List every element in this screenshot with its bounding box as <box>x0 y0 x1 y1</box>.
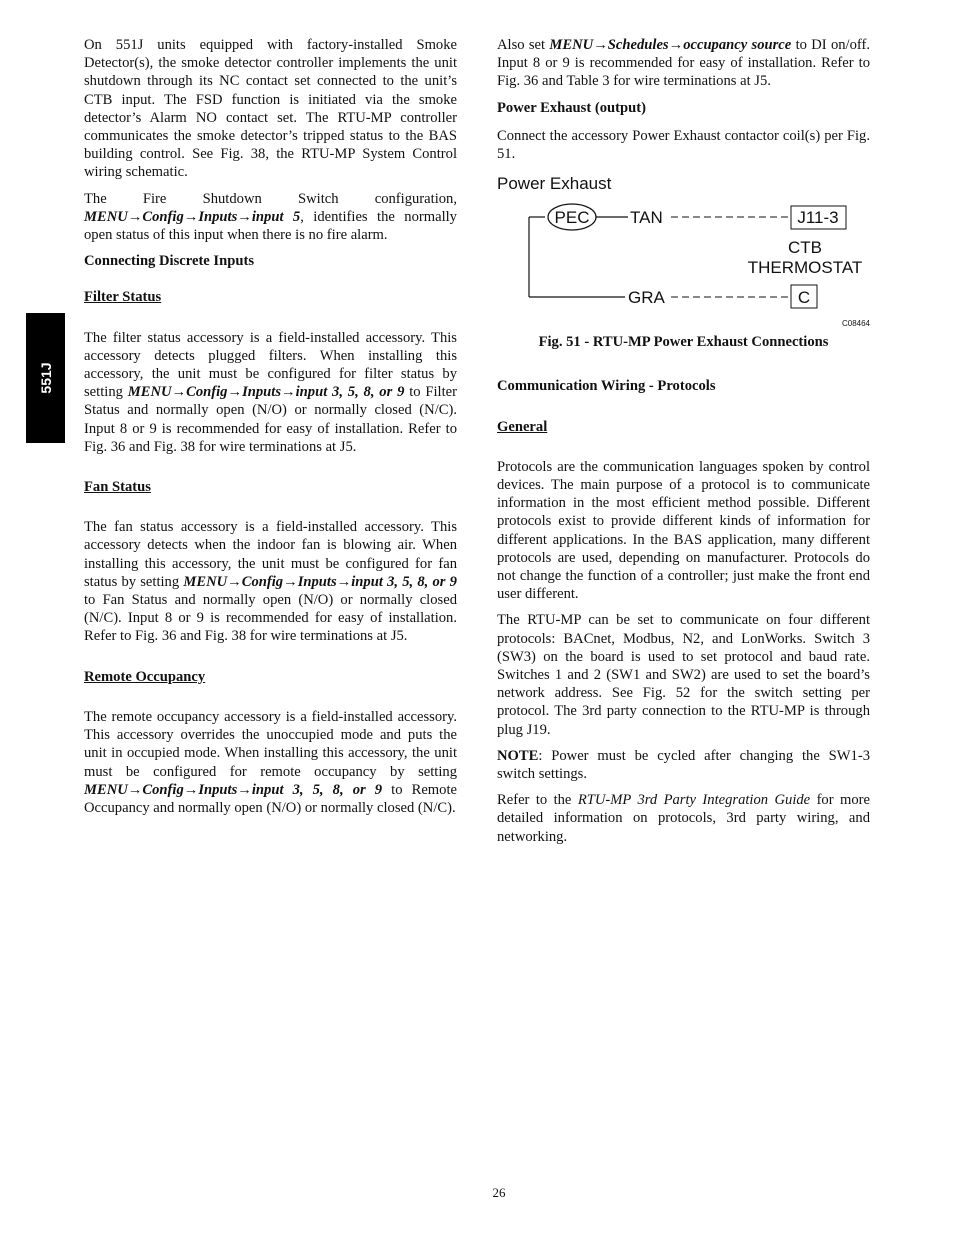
refer-paragraph: Refer to the RTU-MP 3rd Party Integration Guide for more detailed information on protocols, 3rd party wiring, and networking. <box>497 792 870 845</box>
filter-status-paragraph: The filter status accessory is a field-installed accessory. This accessory detects plugged filters. When installing this accessory, the unit must be configured for filter status by setting MENU→Config→Inputs→input 3, 5, 8, or 9 to Filter Status and normally open (N/O) or normally closed (N/C). Input 8 or 9 is recommended for easy of installation. Refer to Fig. 36 and Fig. 38 for wire terminations at J5. <box>84 329 457 455</box>
power-exhaust-figure <box>497 171 870 331</box>
gra-label: GRA <box>628 288 665 308</box>
fire-shutdown-paragraph: The Fire Shutdown Switch configuration, MENU→Config→Inputs→input 5, identifies the normally open status of this input when there is no fire alarm. <box>84 190 457 244</box>
side-tab <box>26 313 65 443</box>
power-exhaust-paragraph: Connect the accessory Power Exhaust contactor coil(s) per Fig. 51. <box>497 127 870 163</box>
wiring-diagram <box>497 171 870 331</box>
page-number: 26 <box>492 1185 506 1200</box>
figure-title: Power Exhaust <box>497 174 612 194</box>
remote-occupancy-heading: Remote Occupancy <box>84 668 206 685</box>
left-column <box>84 36 457 825</box>
general-heading: General <box>497 418 548 435</box>
j11-label: J11-3 <box>797 208 839 228</box>
power-exhaust-heading: Power Exhaust (output) <box>497 99 646 116</box>
menu-path: MENU→Schedules→occupancy source <box>549 37 792 53</box>
fan-status-paragraph: The fan status accessory is a field-installed accessory. This accessory detects when the indoor fan is blowing air. When installing this accessory, the unit must be configured for fan status by setting MENU→Config→Inputs→input 3, 5, 8, or 9 to Fan Status and normally open (N/O) or normally closed (N/C). Input 8 or 9 is recommended for easy of installation. Refer to Fig. 36 and Fig. 38 for wire terminations at J5. <box>84 519 457 645</box>
tan-label: TAN <box>630 208 663 228</box>
figure-code: C08464 <box>841 319 870 329</box>
remote-occupancy-paragraph: The remote occupancy accessory is a field-installed accessory. This accessory overrides the unoccupied mode and puts the unit in occupied mode. When installing this accessory, the unit must be configured for remote occupancy by setting MENU→Config→Inputs→input 3, 5, 8, or 9 to Remote Occupancy and normally open (N/O) or normally closed (N/C). <box>84 708 457 816</box>
pec-label: PEC <box>554 208 590 228</box>
occupancy-source-paragraph: Also set MENU→Schedules→occupancy source to DI on/off. Input 8 or 9 is recommended for easy of installation. Refer to Fig. 36 and Table 3 for wire terminations at J5. <box>497 37 870 90</box>
menu-path: MENU→Config→Inputs→input 5 <box>84 208 301 225</box>
guide-title: RTU-MP 3rd Party Integration Guide <box>577 792 811 809</box>
fan-status-heading: Fan Status <box>84 479 151 496</box>
c-label: C <box>797 288 811 308</box>
ctb-label: CTB <box>788 238 822 258</box>
protocols-paragraph: Protocols are the communication languages spoken by control devices. The main purpose of a protocol is to communicate information in the most efficient method possible. Different protocols exist to provide different kinds of information for different applications. In the BAS application, many different protocols are used, depending on manufacturer. Protocols do not change the function of a controller; just make the front end user different. <box>497 458 870 603</box>
side-tab-label: 551J <box>37 362 54 394</box>
filter-status-heading: Filter Status <box>84 289 162 306</box>
note-label: NOTE <box>497 747 539 764</box>
thermostat-label: THERMOSTAT <box>747 258 863 278</box>
menu-path: MENU→Config→Inputs→input 3, 5, 8, or 9 <box>183 573 457 590</box>
connecting-inputs-heading: Connecting Discrete Inputs <box>84 253 254 270</box>
figure-caption: Fig. 51 - RTU-MP Power Exhaust Connections <box>538 334 829 351</box>
communication-heading: Communication Wiring - Protocols <box>497 378 716 395</box>
right-column <box>497 36 870 854</box>
smoke-detector-paragraph: On 551J units equipped with factory-installed Smoke Detector(s), the smoke detector controller implements the unit shutdown through its NC contact set connected to the unit’s CTB input. The FSD function is initiated via the smoke detector’s Alarm NO contact set. The RTU-MP controller communicates the smoke detector’s tripped status to the BAS building control. See Fig. 38, the RTU-MP System Control wiring schematic. <box>84 37 457 181</box>
menu-path: MENU→Config→Inputs→input 3, 5, 8, or 9 <box>127 384 405 401</box>
menu-path: MENU→Config→Inputs→input 3, 5, 8, or 9 <box>84 781 383 798</box>
note-paragraph: NOTE: Power must be cycled after changing the SW1-3 switch settings. <box>497 747 870 783</box>
rtu-protocols-paragraph: The RTU-MP can be set to communicate on four different protocols: BACnet, Modbus, N2, and LonWorks. Switch 3 (SW3) on the board is used to set protocol and baud rate. Switches 1 and 2 (SW1 and SW2) are used to set the board’s network address. See Fig. 52 for the switch setting per protocol. The 3rd party connection to the RTU-MP is through plug J19. <box>497 612 870 738</box>
